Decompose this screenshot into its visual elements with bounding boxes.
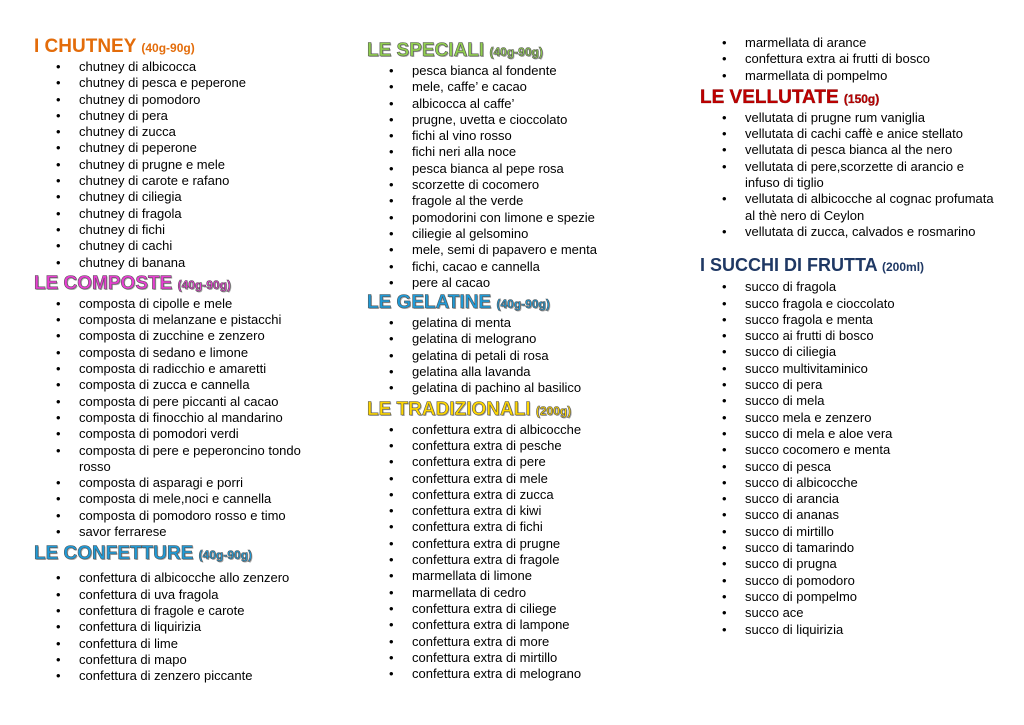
list-item: • confettura di mapo (34, 652, 334, 668)
section-title-text: LE SPECIALI (367, 40, 485, 61)
speciali-list (367, 63, 667, 291)
list-item: • composta di mele,noci e cannella (34, 491, 334, 507)
list-item: • savor ferrarese (34, 524, 334, 540)
section-title-text: LE COMPOSTE (34, 272, 173, 294)
list-item: • pere al cacao (367, 275, 667, 291)
composte-list (34, 296, 334, 540)
list-item: • fichi al vino rosso (367, 128, 667, 144)
list-item: • confettura di uva fragola (34, 587, 334, 603)
list-item: • succo di ananas (700, 507, 1000, 523)
list-item: • confettura extra di more (367, 634, 667, 650)
list-item: • succo di mirtillo (700, 524, 1000, 540)
list-item: • chutney di carote e rafano (34, 173, 334, 189)
list-item: • succo cocomero e menta (700, 442, 1000, 458)
list-item: • chutney di albicocca (34, 59, 334, 75)
list-item: • confettura extra di mele (367, 471, 667, 487)
section-qty: (40g-90g) (177, 277, 231, 292)
chutney-list (34, 59, 334, 271)
succhi-list (700, 279, 1000, 638)
list-item: • succo di albicocche (700, 475, 1000, 491)
list-item: • confettura extra di mirtillo (367, 650, 667, 666)
list-item: • chutney di pera (34, 108, 334, 124)
list-item: • chutney di pomodoro (34, 92, 334, 108)
list-item: • chutney di pesca e peperone (34, 75, 334, 91)
list-item: • confettura extra di ciliege (367, 601, 667, 617)
list-item: • fichi neri alla noce (367, 144, 667, 160)
list-item: • marmellata di pompelmo (700, 68, 1000, 84)
list-item: • succo ace (700, 605, 1000, 621)
section-title-confetture (34, 543, 334, 566)
list-item: • confettura extra di pesche (367, 438, 667, 454)
list-item: • chutney di banana (34, 255, 334, 271)
list-item: • composta di pomodoro rosso e timo (34, 508, 334, 524)
section-title-chutney (34, 36, 334, 59)
list-item: • composta di cipolle e mele (34, 296, 334, 312)
list-item: • marmellata di limone (367, 568, 667, 584)
section-qty: (150g) (843, 91, 880, 106)
confetture-list (34, 570, 334, 684)
list-item: • succo di mela (700, 393, 1000, 409)
list-item: • chutney di prugne e mele (34, 157, 334, 173)
list-item: • fichi, cacao e cannella (367, 259, 667, 275)
column-2 (367, 40, 667, 682)
list-item: • confettura extra di fichi (367, 519, 667, 535)
section-title-speciali (367, 40, 667, 63)
list-item: • composta di zucchine e zenzero (34, 328, 334, 344)
list-item: • prugne, uvetta e cioccolato (367, 112, 667, 128)
section-title-text: LE VELLUTATE (700, 86, 839, 108)
list-item: • fragole al the verde (367, 193, 667, 209)
section-title-text: LE CONFETTURE (34, 543, 194, 565)
list-item: • vellutata di albicocche al cognac profumata al thè nero di Ceylon (700, 191, 1000, 224)
list-item: • composta di zucca e cannella (34, 377, 334, 393)
list-item: • succo di arancia (700, 491, 1000, 507)
list-item: • gelatina alla lavanda (367, 364, 667, 380)
list-item: • vellutata di cachi caffè e anice stellato (700, 126, 1000, 142)
list-item: • confettura extra di fragole (367, 552, 667, 568)
list-item: • gelatina di petali di rosa (367, 348, 667, 364)
list-item: • vellutata di prugne rum vaniglia (700, 110, 1000, 126)
list-item: • confettura di zenzero piccante (34, 668, 334, 684)
section-title-tradizionali (367, 399, 667, 422)
gelatine-list (367, 315, 667, 396)
list-item: • succo multivitaminico (700, 361, 1000, 377)
section-qty: (200g) (535, 403, 572, 418)
list-item: • succo di fragola (700, 279, 1000, 295)
list-item: • composta di pere e peperoncino tondo rosso (34, 443, 334, 476)
list-item: • confettura extra ai frutti di bosco (700, 51, 1000, 67)
list-item: • pomodorini con limone e spezie (367, 210, 667, 226)
section-title-vellutate (700, 87, 1000, 110)
list-item: • albicocca al caffe’ (367, 96, 667, 112)
list-item: • succo di mela e aloe vera (700, 426, 1000, 442)
column-1 (34, 36, 334, 684)
section-title-composte (34, 273, 334, 296)
section-qty: (40g-90g) (141, 41, 195, 55)
list-item: • succo di liquirizia (700, 622, 1000, 638)
list-item: • chutney di zucca (34, 124, 334, 140)
section-qty: (40g-90g) (198, 548, 253, 563)
section-title-text: I SUCCHI DI FRUTTA (700, 255, 877, 276)
section-qty: (200ml) (882, 260, 925, 275)
list-item: • composta di asparagi e porri (34, 475, 334, 491)
list-item: • composta di sedano e limone (34, 345, 334, 361)
list-item: • gelatina di pachino al basilico (367, 380, 667, 396)
list-item: • confettura extra di kiwi (367, 503, 667, 519)
list-item: • confettura extra di zucca (367, 487, 667, 503)
section-title-text: LE TRADIZIONALI (367, 398, 531, 420)
list-item: • mele, caffe’ e cacao (367, 79, 667, 95)
list-item: • confettura extra di melograno (367, 666, 667, 682)
list-item: • composta di finocchio al mandarino (34, 410, 334, 426)
list-item: • succo di pompelmo (700, 589, 1000, 605)
list-item: • chutney di fragola (34, 206, 334, 222)
column-3 (700, 35, 1000, 638)
section-qty: (40g-90g) (489, 45, 543, 59)
list-item: • chutney di ciliegia (34, 189, 334, 205)
list-item: • mele, semi di papavero e menta (367, 242, 667, 258)
list-item: • succo di pesca (700, 459, 1000, 475)
list-item: • confettura extra di pere (367, 454, 667, 470)
list-item: • gelatina di menta (367, 315, 667, 331)
list-item: • composta di pomodori verdi (34, 426, 334, 442)
list-item: • confettura di albicocche allo zenzero (34, 570, 334, 586)
list-item: • succo di ciliegia (700, 344, 1000, 360)
list-item: • confettura di fragole e carote (34, 603, 334, 619)
list-item: • confettura di lime (34, 636, 334, 652)
section-title-text: I CHUTNEY (34, 36, 137, 57)
list-item: • succo di pomodoro (700, 573, 1000, 589)
list-item: • confettura extra di lampone (367, 617, 667, 633)
section-qty: (40g-90g) (496, 297, 550, 312)
list-item: • chutney di fichi (34, 222, 334, 238)
list-item: • succo di pera (700, 377, 1000, 393)
section-title-text: LE GELATINE (367, 292, 492, 314)
list-item: • succo di tamarindo (700, 540, 1000, 556)
list-item: • marmellata di arance (700, 35, 1000, 51)
list-item: • composta di radicchio e amaretti (34, 361, 334, 377)
list-item: • succo ai frutti di bosco (700, 328, 1000, 344)
list-item: • pesca bianca al pepe rosa (367, 161, 667, 177)
list-item: • composta di pere piccanti al cacao (34, 394, 334, 410)
section-title-succhi (700, 254, 1000, 278)
section-title-gelatine (367, 292, 667, 315)
list-item: • chutney di peperone (34, 140, 334, 156)
tradizionali-list (367, 422, 667, 683)
list-item: • vellutata di pesca bianca al the nero (700, 142, 1000, 158)
list-item: • vellutata di zucca, calvados e rosmarino (700, 224, 1000, 240)
list-item: • succo di prugna (700, 556, 1000, 572)
list-item: • confettura extra di albicocche (367, 422, 667, 438)
list-item: • scorzette di cocomero (367, 177, 667, 193)
list-item: • pesca bianca al fondente (367, 63, 667, 79)
list-item: • succo fragola e menta (700, 312, 1000, 328)
list-item: • succo mela e zenzero (700, 410, 1000, 426)
list-item: • gelatina di melograno (367, 331, 667, 347)
list-item: • confettura di liquirizia (34, 619, 334, 635)
list-item: • confettura extra di prugne (367, 536, 667, 552)
list-item: • marmellata di cedro (367, 585, 667, 601)
list-item: • composta di melanzane e pistacchi (34, 312, 334, 328)
tradizionali-continued-list (700, 35, 1000, 84)
list-item: • succo fragola e cioccolato (700, 296, 1000, 312)
list-item: • chutney di cachi (34, 238, 334, 254)
vellutate-list (700, 110, 1000, 240)
list-item: • vellutata di pere,scorzette di arancio e infuso di tiglio (700, 159, 1000, 192)
list-item: • ciliegie al gelsomino (367, 226, 667, 242)
